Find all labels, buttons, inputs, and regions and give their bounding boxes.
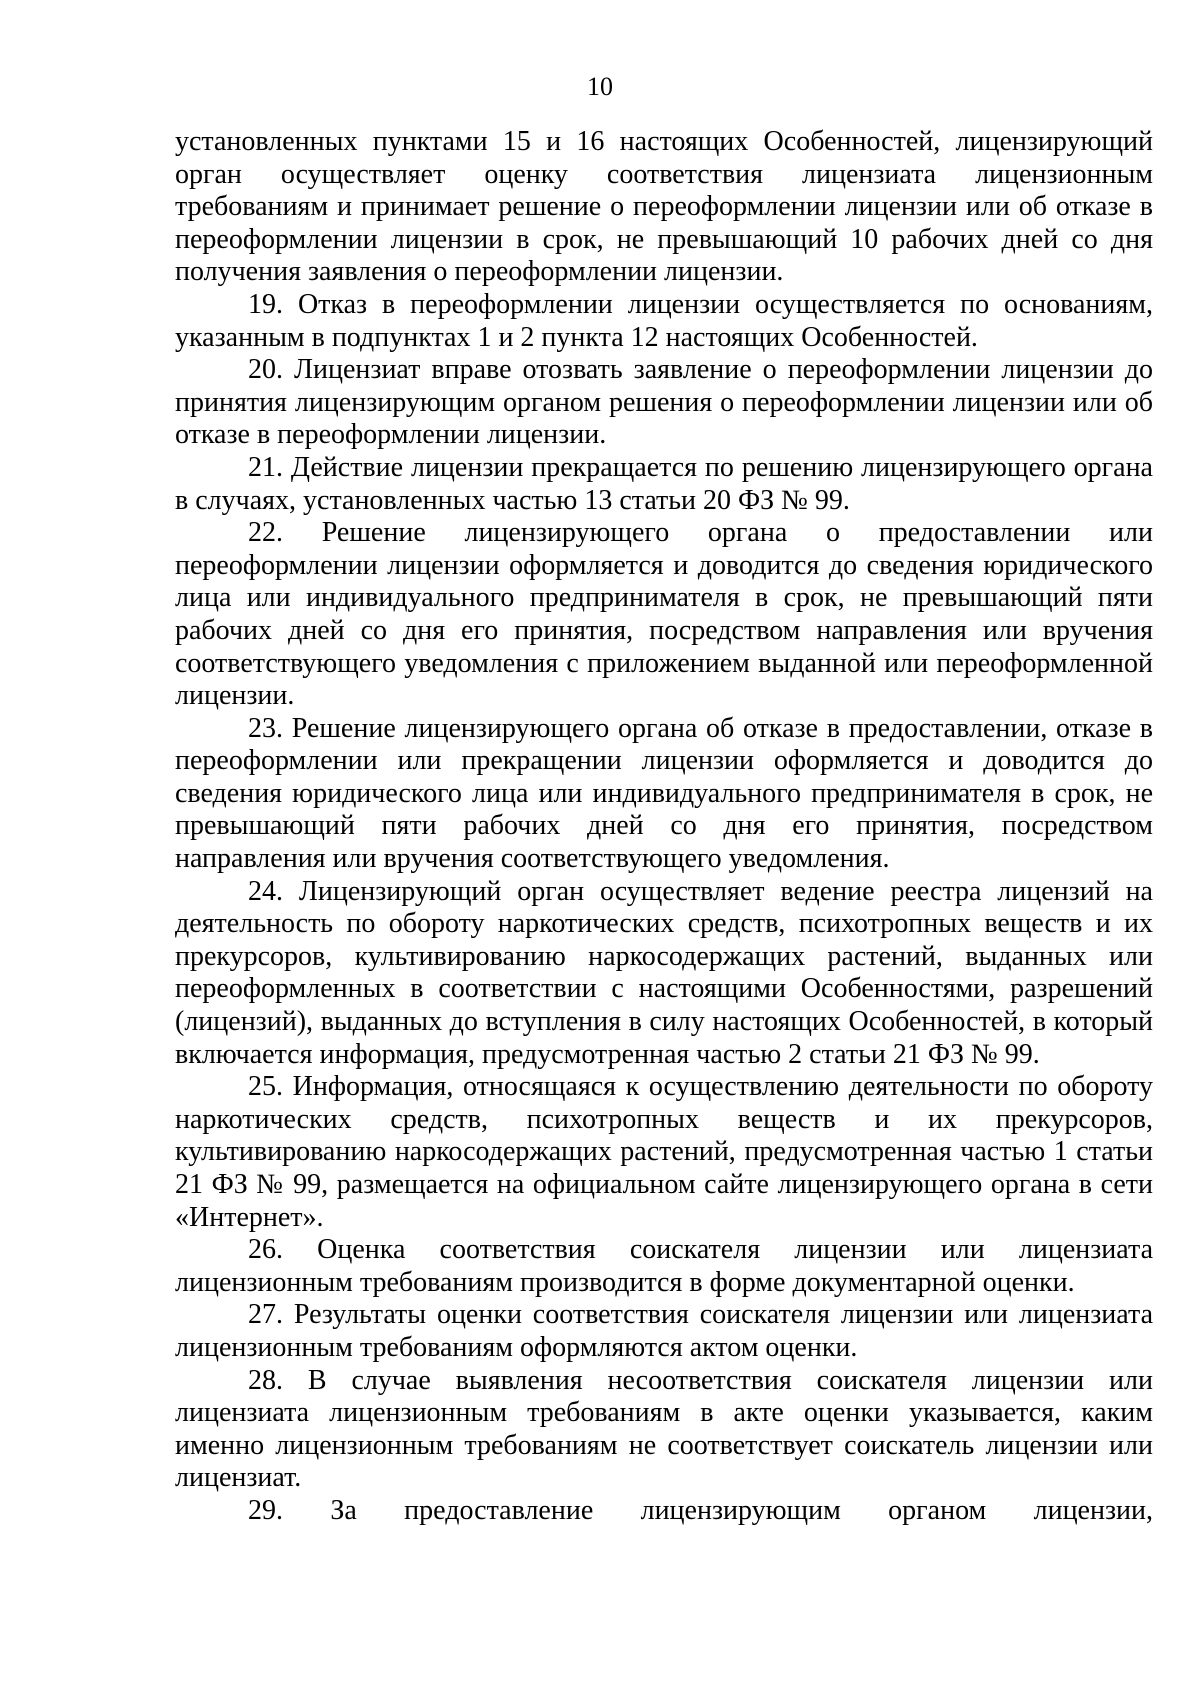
page-number: 10	[587, 72, 613, 101]
paragraph-20: 20. Лицензиат вправе отозвать заявление о переоформлении лицензии до принятия лицензирующим органом решения о переоформлении лицензии или об отказе в переоформлении лицензии.	[175, 354, 1153, 451]
paragraph-21: 21. Действие лицензии прекращается по решению лицензирующего органа в случаях, установленных частью 13 статьи 20 ФЗ № 99.	[175, 451, 1153, 516]
paragraph-26: 26. Оценка соответствия соискателя лицензии или лицензиата лицензионным требованиям производится в форме документарной оценки.	[175, 1234, 1153, 1298]
paragraph-28: 28. В случае выявления несоответствия соискателя лицензии или лицензиата лицензионным требованиям в акте оценки указывается, каким именно лицензионным требованиям не соответствует соискатель лицензии или лицензиат.	[175, 1364, 1153, 1494]
paragraph-27: 27. Результаты оценки соответствия соискателя лицензии или лицензиата лицензионным требованиям оформляются актом оценки.	[175, 1299, 1153, 1363]
paragraph-24: 24. Лицензирующий орган осуществляет ведение реестра лицензий на деятельность по обороту наркотических средств, психотропных веществ и их прекурсоров, культивированию наркосодержащих растений, выданных или переоформленных в соответствии с настоящими Особенностями, разрешений (лицензий), выданных до вступления в силу настоящих Особенностей, в который включается информация, предусмотренная частью 2 статьи 21 ФЗ № 99.	[175, 875, 1153, 1070]
paragraph-25: 25. Информация, относящаяся к осуществлению деятельности по обороту наркотических средств, психотропных веществ и их прекурсоров, культивированию наркосодержащих растений, предусмотренная частью 1 статьи 21 ФЗ № 99, размещается на официальном сайте лицензирующего органа в сети «Интернет».	[175, 1071, 1153, 1233]
paragraph-19: 19. Отказ в переоформлении лицензии осуществляется по основаниям, указанным в подпунктах 1 и 2 пункта 12 настоящих Особенностей.	[175, 288, 1153, 353]
paragraph-29: 29. За предоставление лицензирующим органом лицензии,	[248, 1494, 1153, 1526]
document-body	[175, 126, 1153, 1528]
paragraph-22: 22. Решение лицензирующего органа о предоставлении или переоформлении лицензии оформляется и доводится до сведения юридического лица или индивидуального предпринимателя в срок, не превышающий пяти рабочих дней со дня его принятия, посредством направления или вручения соответствующего уведомления с приложением выданной или переоформленной лицензии.	[175, 517, 1153, 712]
paragraph-23: 23. Решение лицензирующего органа об отказе в предоставлении, отказе в переоформлении или прекращении лицензии оформляется и доводится до сведения юридического лица или индивидуального предпринимателя в срок, не превышающий пяти рабочих дней со дня его принятия, посредством направления или вручения соответствующего уведомления.	[175, 712, 1153, 875]
paragraph-continuation: установленных пунктами 15 и 16 настоящих Особенностей, лицензирующий орган осуществляет оценку соответствия лицензиата лицензионным требованиям и принимает решение о переоформлении лицензии или об отказе в переоформлении лицензии в срок, не превышающий 10 рабочих дней со дня получения заявления о переоформлении лицензии.	[175, 126, 1153, 288]
